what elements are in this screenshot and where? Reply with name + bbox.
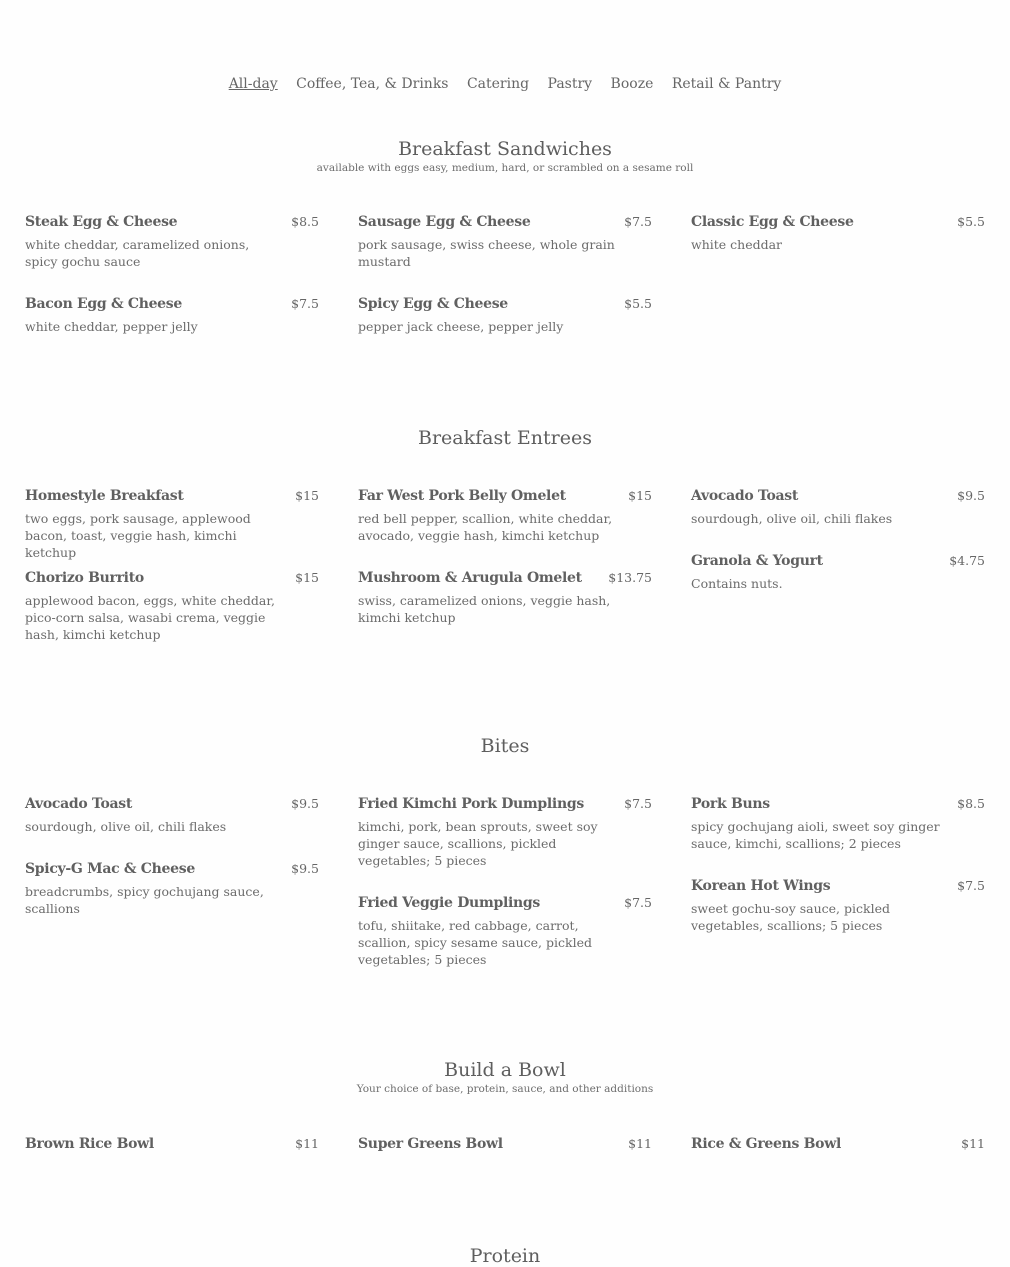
item-price: $7.5 <box>624 214 652 229</box>
item-name: Classic Egg & Cheese <box>691 214 854 230</box>
item-name: Fried Veggie Dumplings <box>358 895 540 911</box>
item-description: sourdough, olive oil, chili flakes <box>25 819 227 834</box>
item-price: $7.5 <box>957 878 985 893</box>
section-title-breakfast-sandwiches: Breakfast Sandwiches <box>398 138 612 160</box>
section-subtitle-build-a-bowl: Your choice of base, protein, sauce, and other additions <box>356 1083 654 1095</box>
menu-item[interactable] <box>358 214 652 270</box>
item-description: sweet gochu-soy sauce, pickled vegetables, scallions; 5 pieces <box>691 901 890 933</box>
menu-item[interactable] <box>691 488 985 527</box>
item-price: $5.5 <box>624 296 652 311</box>
item-name: Brown Rice Bowl <box>25 1136 154 1152</box>
item-name: Fried Kimchi Pork Dumplings <box>358 796 584 812</box>
item-price: $11 <box>295 1136 319 1151</box>
item-description: white cheddar <box>691 237 783 252</box>
item-price: $9.5 <box>957 488 985 503</box>
item-price: $7.5 <box>291 296 319 311</box>
item-name: Homestyle Breakfast <box>25 488 184 504</box>
item-price: $7.5 <box>624 796 652 811</box>
menu-item[interactable] <box>358 1136 652 1152</box>
item-name: Far West Pork Belly Omelet <box>358 488 566 504</box>
item-name: Rice & Greens Bowl <box>691 1136 841 1152</box>
item-description: spicy gochujang aioli, sweet soy ginger sauce, kimchi, scallions; 2 pieces <box>691 819 940 851</box>
item-name: Granola & Yogurt <box>691 553 823 569</box>
menu-item[interactable] <box>25 488 319 561</box>
item-price: $8.5 <box>957 796 985 811</box>
item-name: Avocado Toast <box>691 488 799 504</box>
nav-pastry[interactable]: Pastry <box>547 76 593 92</box>
item-name: Sausage Egg & Cheese <box>358 214 531 230</box>
menu-item[interactable] <box>358 296 652 335</box>
item-price: $15 <box>295 570 319 585</box>
item-price: $9.5 <box>291 796 319 811</box>
item-price: $8.5 <box>291 214 319 229</box>
menu-item[interactable] <box>358 570 652 626</box>
nav-booze[interactable]: Booze <box>610 76 654 92</box>
item-price: $13.75 <box>608 570 652 585</box>
item-price: $7.5 <box>624 895 652 910</box>
item-price: $4.75 <box>949 553 985 568</box>
menu-item[interactable] <box>358 796 652 869</box>
nav-coffee-tea-drinks[interactable]: Coffee, Tea, & Drinks <box>296 76 449 92</box>
section-title-build-a-bowl: Build a Bowl <box>444 1059 566 1081</box>
nav-all-day[interactable]: All-day <box>228 76 278 92</box>
menu-item[interactable] <box>25 861 319 917</box>
menu-item[interactable] <box>691 878 985 934</box>
item-description: kimchi, pork, bean sprouts, sweet soy ginger sauce, scallions, pickled vegetables; 5 pieces <box>358 819 598 868</box>
item-price: $9.5 <box>291 861 319 876</box>
item-price: $11 <box>628 1136 652 1151</box>
menu-item[interactable] <box>358 895 652 968</box>
nav-retail-pantry[interactable]: Retail & Pantry <box>671 76 782 92</box>
item-price: $15 <box>628 488 652 503</box>
item-description: applewood bacon, eggs, white cheddar, pico-corn salsa, wasabi crema, veggie hash, kimchi ketchup <box>25 593 275 642</box>
menu-item[interactable] <box>691 214 985 253</box>
item-name: Super Greens Bowl <box>358 1136 503 1152</box>
item-description: swiss, caramelized onions, veggie hash, kimchi ketchup <box>358 593 611 625</box>
item-name: Avocado Toast <box>25 796 133 812</box>
menu-item[interactable] <box>691 1136 985 1152</box>
item-description: red bell pepper, scallion, white cheddar, avocado, veggie hash, kimchi ketchup <box>358 511 613 543</box>
menu-item[interactable] <box>25 214 319 270</box>
item-name: Mushroom & Arugula Omelet <box>358 570 582 586</box>
section-title-breakfast-entrees: Breakfast Entrees <box>418 427 592 449</box>
item-price: $15 <box>295 488 319 503</box>
item-name: Chorizo Burrito <box>25 570 144 586</box>
item-description: sourdough, olive oil, chili flakes <box>691 511 893 526</box>
menu-item[interactable] <box>691 796 985 852</box>
item-description: Contains nuts. <box>691 576 783 591</box>
item-name: Spicy-G Mac & Cheese <box>25 861 195 877</box>
section-subtitle-breakfast-sandwiches: available with eggs easy, medium, hard, or scrambled on a sesame roll <box>316 162 694 174</box>
menu-item[interactable] <box>25 1136 319 1152</box>
item-name: Bacon Egg & Cheese <box>25 296 182 312</box>
menu-item[interactable] <box>691 553 985 592</box>
item-name: Pork Buns <box>691 796 770 812</box>
item-description: tofu, shiitake, red cabbage, carrot, scallion, spicy sesame sauce, pickled vegetables; 5 pieces <box>358 918 592 967</box>
item-description: white cheddar, pepper jelly <box>25 319 198 334</box>
menu-item[interactable] <box>25 296 319 335</box>
menu-item[interactable] <box>25 796 319 835</box>
item-description: white cheddar, caramelized onions, spicy gochu sauce <box>25 237 250 269</box>
category-nav <box>0 76 1010 92</box>
nav-catering[interactable]: Catering <box>466 76 530 92</box>
item-price: $5.5 <box>957 214 985 229</box>
item-price: $11 <box>961 1136 985 1151</box>
menu-item[interactable] <box>25 570 319 643</box>
item-description: breadcrumbs, spicy gochujang sauce, scallions <box>25 884 264 916</box>
item-name: Spicy Egg & Cheese <box>358 296 508 312</box>
item-name: Steak Egg & Cheese <box>25 214 178 230</box>
section-title-bites: Bites <box>480 735 530 757</box>
item-description: pork sausage, swiss cheese, whole grain mustard <box>358 237 615 269</box>
section-title-protein: Protein <box>469 1245 541 1267</box>
item-name: Korean Hot Wings <box>691 878 831 894</box>
item-description: two eggs, pork sausage, applewood bacon, toast, veggie hash, kimchi ketchup <box>25 511 251 560</box>
item-description: pepper jack cheese, pepper jelly <box>358 319 564 334</box>
menu-item[interactable] <box>358 488 652 544</box>
